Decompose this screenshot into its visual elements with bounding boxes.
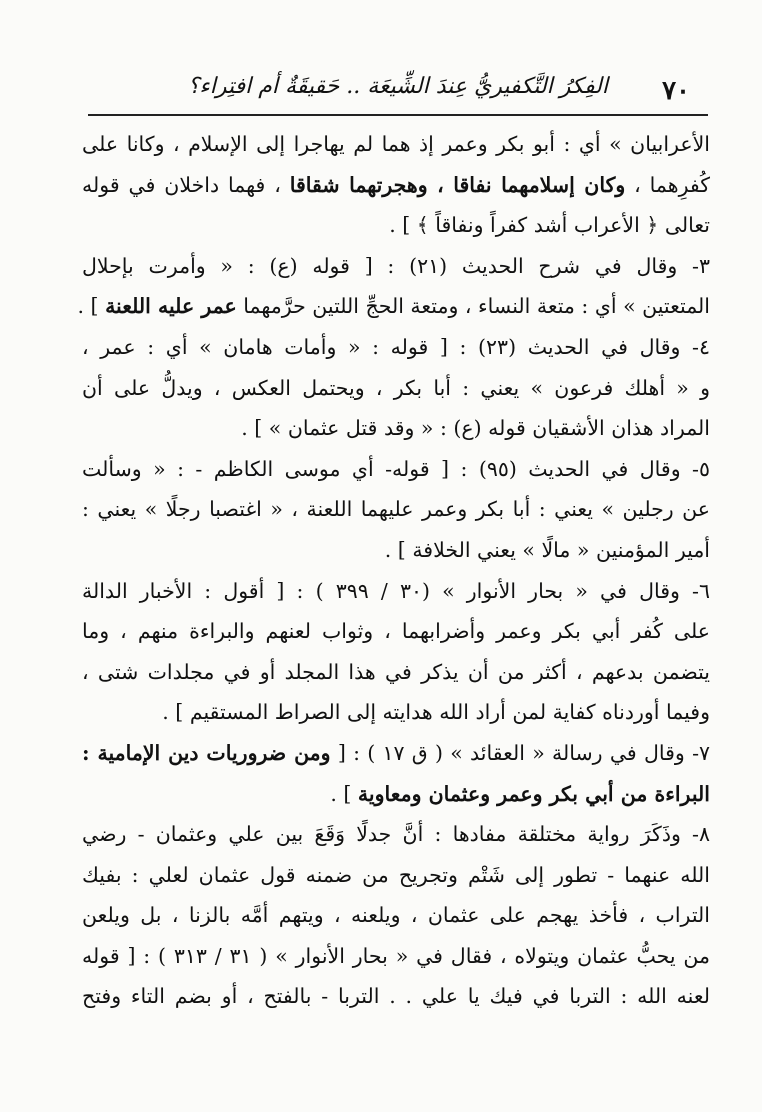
text-line: ٣- وقال في شرح الحديث (٢١) : [ قوله (ع) : « وأمرت بإحلال [82,253,710,278]
text-line [82,733,710,774]
text-line [77,286,710,327]
text-line: لعنه الله : التربا في فيك يا علي . . التربا - بالفتح ، أو بضم التاء وفتح [82,984,710,1009]
text-line: تعالى ﴿ الأعراب أشد كفراً ونفاقاً ﴾ ] . [389,213,710,238]
bold-text: ومن ضروريات دين الإمامية : [82,740,331,765]
page-number: ٧٠ [662,76,690,106]
page-header [88,68,708,116]
text-segment: ٧- وقال في رسالة « العقائد » ( ق ١٧ ) : [ [330,740,711,765]
text-line: من يحبُّ عثمان ويتولاه ، فقال في « بحار الأنوار » ( ٣١ / ٣١٣ ) : [ قوله [82,943,710,968]
bold-text: وكان إسلامهما نفاقا ، وهجرتهما شقاقا [289,172,626,197]
text-line: ٨- وذَكَرَ رواية مختلقة مفادها : أنَّ جدلًا وَقَعَ بين علي وعثمان - رضي [82,822,710,847]
text-line [82,774,710,815]
text-line: التراب ، فأخذ يهجم على عثمان ، ويلعنه ، ويتهم أمَّه بالزنا ، بل ويلعن [82,903,710,928]
text-line: عن رجلين » يعني : أبا بكر وعمر عليهما اللعنة ، « اغتصبا رجلًا » يعني : [82,497,710,522]
text-line: الله عنهما - تطور إلى شَتْم وتجريح من ضمنه قول عثمان لعلي : بفيك [82,862,710,887]
text-segment: ] . [330,781,358,806]
text-line: و « أهلك فرعون » يعني : أبا بكر ، ويحتمل العكس ، ويدلُّ على أن [82,375,710,400]
text-segment: المتعتين » أي : متعة النساء ، ومتعة الحجِّ اللتين حرَّمهما [236,294,710,319]
header-rule [88,114,708,116]
text-segment: ] . [77,294,106,319]
text-segment: ، فهما داخلان في قوله [82,172,290,197]
text-line: ٦- وقال في « بحار الأنوار » (٣٠ / ٣٩٩ ) : [ أقول : الأخبار الدالة [82,578,710,603]
running-title: الفِكرُ التَّكفيريُّ عِندَ الشِّيعَة .. حَقيقَةٌ أم افتِراء؟ [187,74,608,99]
text-line: ٥- وقال في الحديث (٩٥) : [ قوله- أي موسى الكاظم - : « وسألت [82,456,710,481]
text-line: أمير المؤمنين « مالًا » يعني الخلافة ] . [384,537,710,562]
text-line [82,165,710,206]
text-line: وفيما أوردناه كفاية لمن أراد الله هدايته إلى الصراط المستقيم ] . [162,700,710,725]
text-line: المراد هذان الأشقيان قوله (ع) : « وقد قتل عثمان » ] . [241,416,710,441]
body-text [77,124,711,1017]
bold-text: البراءة من أبي بكر وعمر وعثمان ومعاوية [357,781,710,806]
bold-text: عمر عليه اللعنة [105,294,237,319]
text-line: على كُفر أبي بكر وعمر وأضرابهما ، وثواب لعنهم والبراءة منهم ، وما [82,619,710,644]
text-line: ٤- وقال في الحديث (٢٣) : [ قوله : « وأمات هامان » أي : عمر ، [82,334,710,359]
text-line: يتضمن بدعهم ، أكثر من أن يذكر في هذا المجلد أو في مجلدات شتى ، [82,659,710,684]
text-segment: كُفرِهما ، [625,172,711,197]
text-line: الأعرابيان » أي : أبو بكر وعمر إذ هما لم يهاجرا إلى الإسلام ، وكانا على [82,132,710,156]
